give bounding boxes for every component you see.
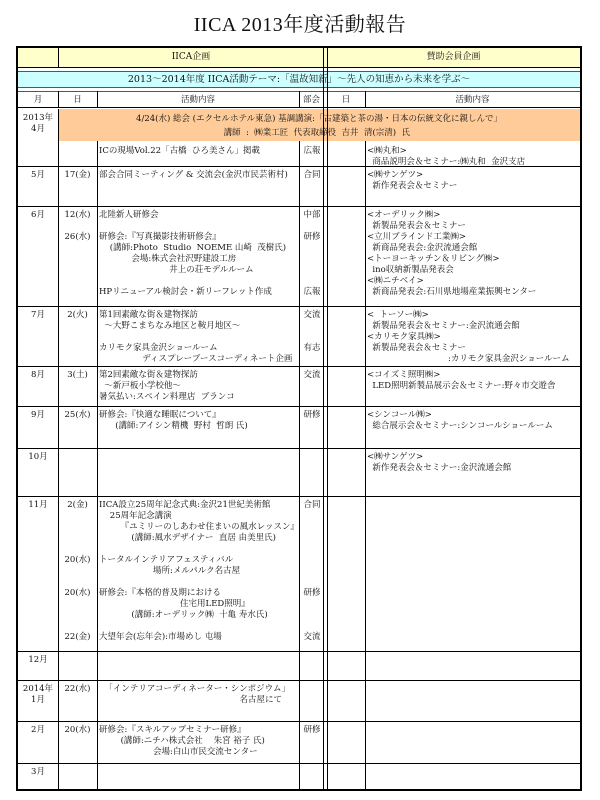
bukai-cell (300, 763, 324, 767)
bukai-cell (300, 448, 324, 452)
bukai-cell: 交流 有志 (303, 310, 321, 353)
day-cell: 2(火) (67, 310, 88, 320)
column-divider (299, 91, 300, 108)
day-cell (58, 763, 97, 767)
month-cell: 8月 (31, 370, 45, 380)
group-header-sponsor: 賛助会員企画 (426, 52, 481, 62)
activity-cell: 第2回素敵な街＆建物探訪 ～新戸板小学校他～ 暑気払い:スペイン料理店 ブランコ (99, 370, 235, 402)
general-meeting-line1: 4/24(水) 総会 (エクセルホテル東急) 基調講演:「古建築と茶の湯・日本の伝統文化に親しんで」 (136, 114, 502, 124)
sponsor-activity-cell: <㈱丸和> 商品説明会＆セミナー:㈱丸和 金沢支店 (367, 146, 526, 167)
column-divider (365, 141, 366, 789)
sponsor-activity-cell (367, 680, 579, 684)
month-cell: 2014年 1月 (22, 684, 54, 705)
bukai-cell: 合同 研修 交流 (303, 500, 321, 642)
column-header-sponsor-activity: 活動内容 (455, 95, 490, 105)
sponsor-activity-cell (367, 721, 579, 725)
sponsor-activity-cell: <コイズミ照明㈱> LED照明新製品展示会＆セミナー:野々市交遊舎 (367, 370, 556, 391)
theme-banner: 2013～2014年度 IICA活動テーマ:「温故知新」～先人の知恵から未来を学ぶ～ (18, 71, 580, 88)
month-cell: 9月 (31, 410, 45, 420)
day-cell: 20(水) (64, 725, 91, 735)
activity-cell: 部会合同ミーティング & 交流会(金沢市民芸術村) (99, 170, 288, 180)
activity-report-table (16, 46, 582, 791)
activity-cell: 北陸新人研修会 研修会:『写真撮影技術研修会』 (講師:Photo Studio NOEME 山崎 茂樹氏) 会場:株式会社沢野建設工房 井上の荘モデルルーム HPリニューアル検討会・新リーフレット作成 (99, 210, 287, 297)
group-header-iica: IICA企画 (171, 52, 211, 62)
column-divider (299, 141, 300, 789)
sponsor-activity-cell: <㈱サンゲツ> 新作発表会＆セミナー:金沢流通会館 (367, 452, 512, 473)
activity-cell: 「インテリアコーディネーター・シンポジウム」 名古屋にて (104, 684, 291, 705)
day-cell: 3(土) (67, 370, 88, 380)
sponsor-activity-cell (367, 496, 579, 500)
column-divider (97, 141, 98, 789)
month-cell: 5月 (31, 170, 45, 180)
month-cell: 11月 (28, 500, 48, 510)
column-header-month: 月 (33, 95, 43, 105)
column-header-day: 日 (73, 95, 82, 105)
column-header-bukai: 部会 (302, 95, 320, 105)
bukai-cell: 研修 (303, 410, 321, 420)
month-cell: 10月 (28, 452, 48, 462)
bukai-cell (300, 651, 324, 655)
month-cell: 2月 (31, 725, 45, 735)
column-header-activity: 活動内容 (180, 95, 215, 105)
column-divider (365, 91, 366, 108)
day-cell: 17(金) (64, 170, 91, 180)
day-cell: 25(水) (64, 410, 91, 420)
bukai-cell: 中部 研修 広報 (303, 210, 321, 297)
column-divider (58, 91, 59, 108)
page-title: IICA 2013年度活動報告 (193, 14, 407, 36)
column-header-sponsor-day: 日 (341, 95, 351, 105)
activity-cell (99, 763, 299, 767)
month-cell: 2013年 4月 (22, 113, 54, 134)
table-body (18, 109, 580, 789)
day-cell (58, 651, 97, 655)
day-cell: 2(金) 20(水) 20(水) 22(金) (64, 500, 91, 642)
day-cell: 22(水) (64, 684, 91, 694)
bukai-cell (300, 680, 324, 684)
group-header-row (18, 48, 580, 68)
month-cell: 12月 (28, 655, 48, 665)
divider (58, 48, 59, 67)
sponsor-activity-cell (367, 763, 579, 767)
day-cell (58, 448, 97, 452)
bukai-cell: 合同 (303, 170, 321, 180)
day-cell: 12(水) 26(水) (64, 210, 91, 242)
activity-cell: IICA設立25周年記念式典:金沢21世紀美術館 25周年記念講演 『ユミリーのしあわせ住まいの風水レッスン』 (講師:風水デザイナー 直居 由美里氏) トータルインテリアフェスティバル 場所:メルパルク名古屋 研修会:『本格的普及期における 住宅用LED照明』 (講師:オーデリック㈱ 十亀 寿水氏) 大望年会(忘年会):市場めし 屯場 (99, 500, 300, 642)
general-meeting-banner (58, 109, 580, 141)
column-divider (58, 109, 59, 789)
column-divider (97, 91, 98, 108)
sponsor-activity-cell (367, 651, 579, 655)
sponsor-activity-cell: <㈱サンゲツ> 新作発表会＆セミナー (367, 170, 458, 191)
center-double-divider (323, 48, 328, 789)
bukai-cell: 研修 (303, 725, 321, 735)
activity-cell: 研修会:『スキルアップセミナー研修』 (講師:ニチハ株式会社 朱宮 裕子 氏) 会場:白山市民交流センター (99, 725, 265, 757)
month-cell: 3月 (31, 767, 45, 777)
sponsor-activity-cell: <シンコール㈱> 総合展示会＆セミナー:シンコールショールーム (367, 410, 553, 431)
month-cell: 6月 (31, 210, 45, 220)
activity-cell (99, 448, 299, 452)
bukai-cell: 広報 (303, 146, 321, 156)
bukai-cell: 交流 (303, 370, 321, 380)
activity-cell (99, 651, 299, 655)
sponsor-activity-cell: < トーソー㈱> 新製品発表会＆セミナー:金沢流通会館 <カリモク家具㈱> 新製品発表会＆セミナー :カリモク家具金沢ショールーム (367, 310, 570, 364)
activity-cell: ICの現場Vol.22「古橋 ひろ美さん」掲載 (99, 146, 260, 156)
sponsor-activity-cell: <オーデリック㈱> 新製品発表会＆セミナー <立川ブラインド工業㈱> 新商品発表会:金沢流通会館 <トーヨーキッチン＆リビング㈱> ino収納新製品発表会 <㈱ニチベイ> 新商品発表会:石川県地場産業振興センター (367, 210, 537, 297)
activity-cell: 第1回素敵な街＆建物探訪 ～大野こまちなみ地区と鞍月地区～ カリモク家具金沢ショールーム ディスプレーブースコーディネート企画 (99, 310, 293, 364)
activity-cell: 研修会:『快適な睡眠について』 (講師:アイシン精機 野村 哲朗 氏) (99, 410, 248, 431)
general-meeting-lecturer: 講師 : ㈱業工匠 代表取締役 吉井 清(宗清) 氏 (223, 128, 410, 138)
month-cell: 7月 (31, 310, 45, 320)
